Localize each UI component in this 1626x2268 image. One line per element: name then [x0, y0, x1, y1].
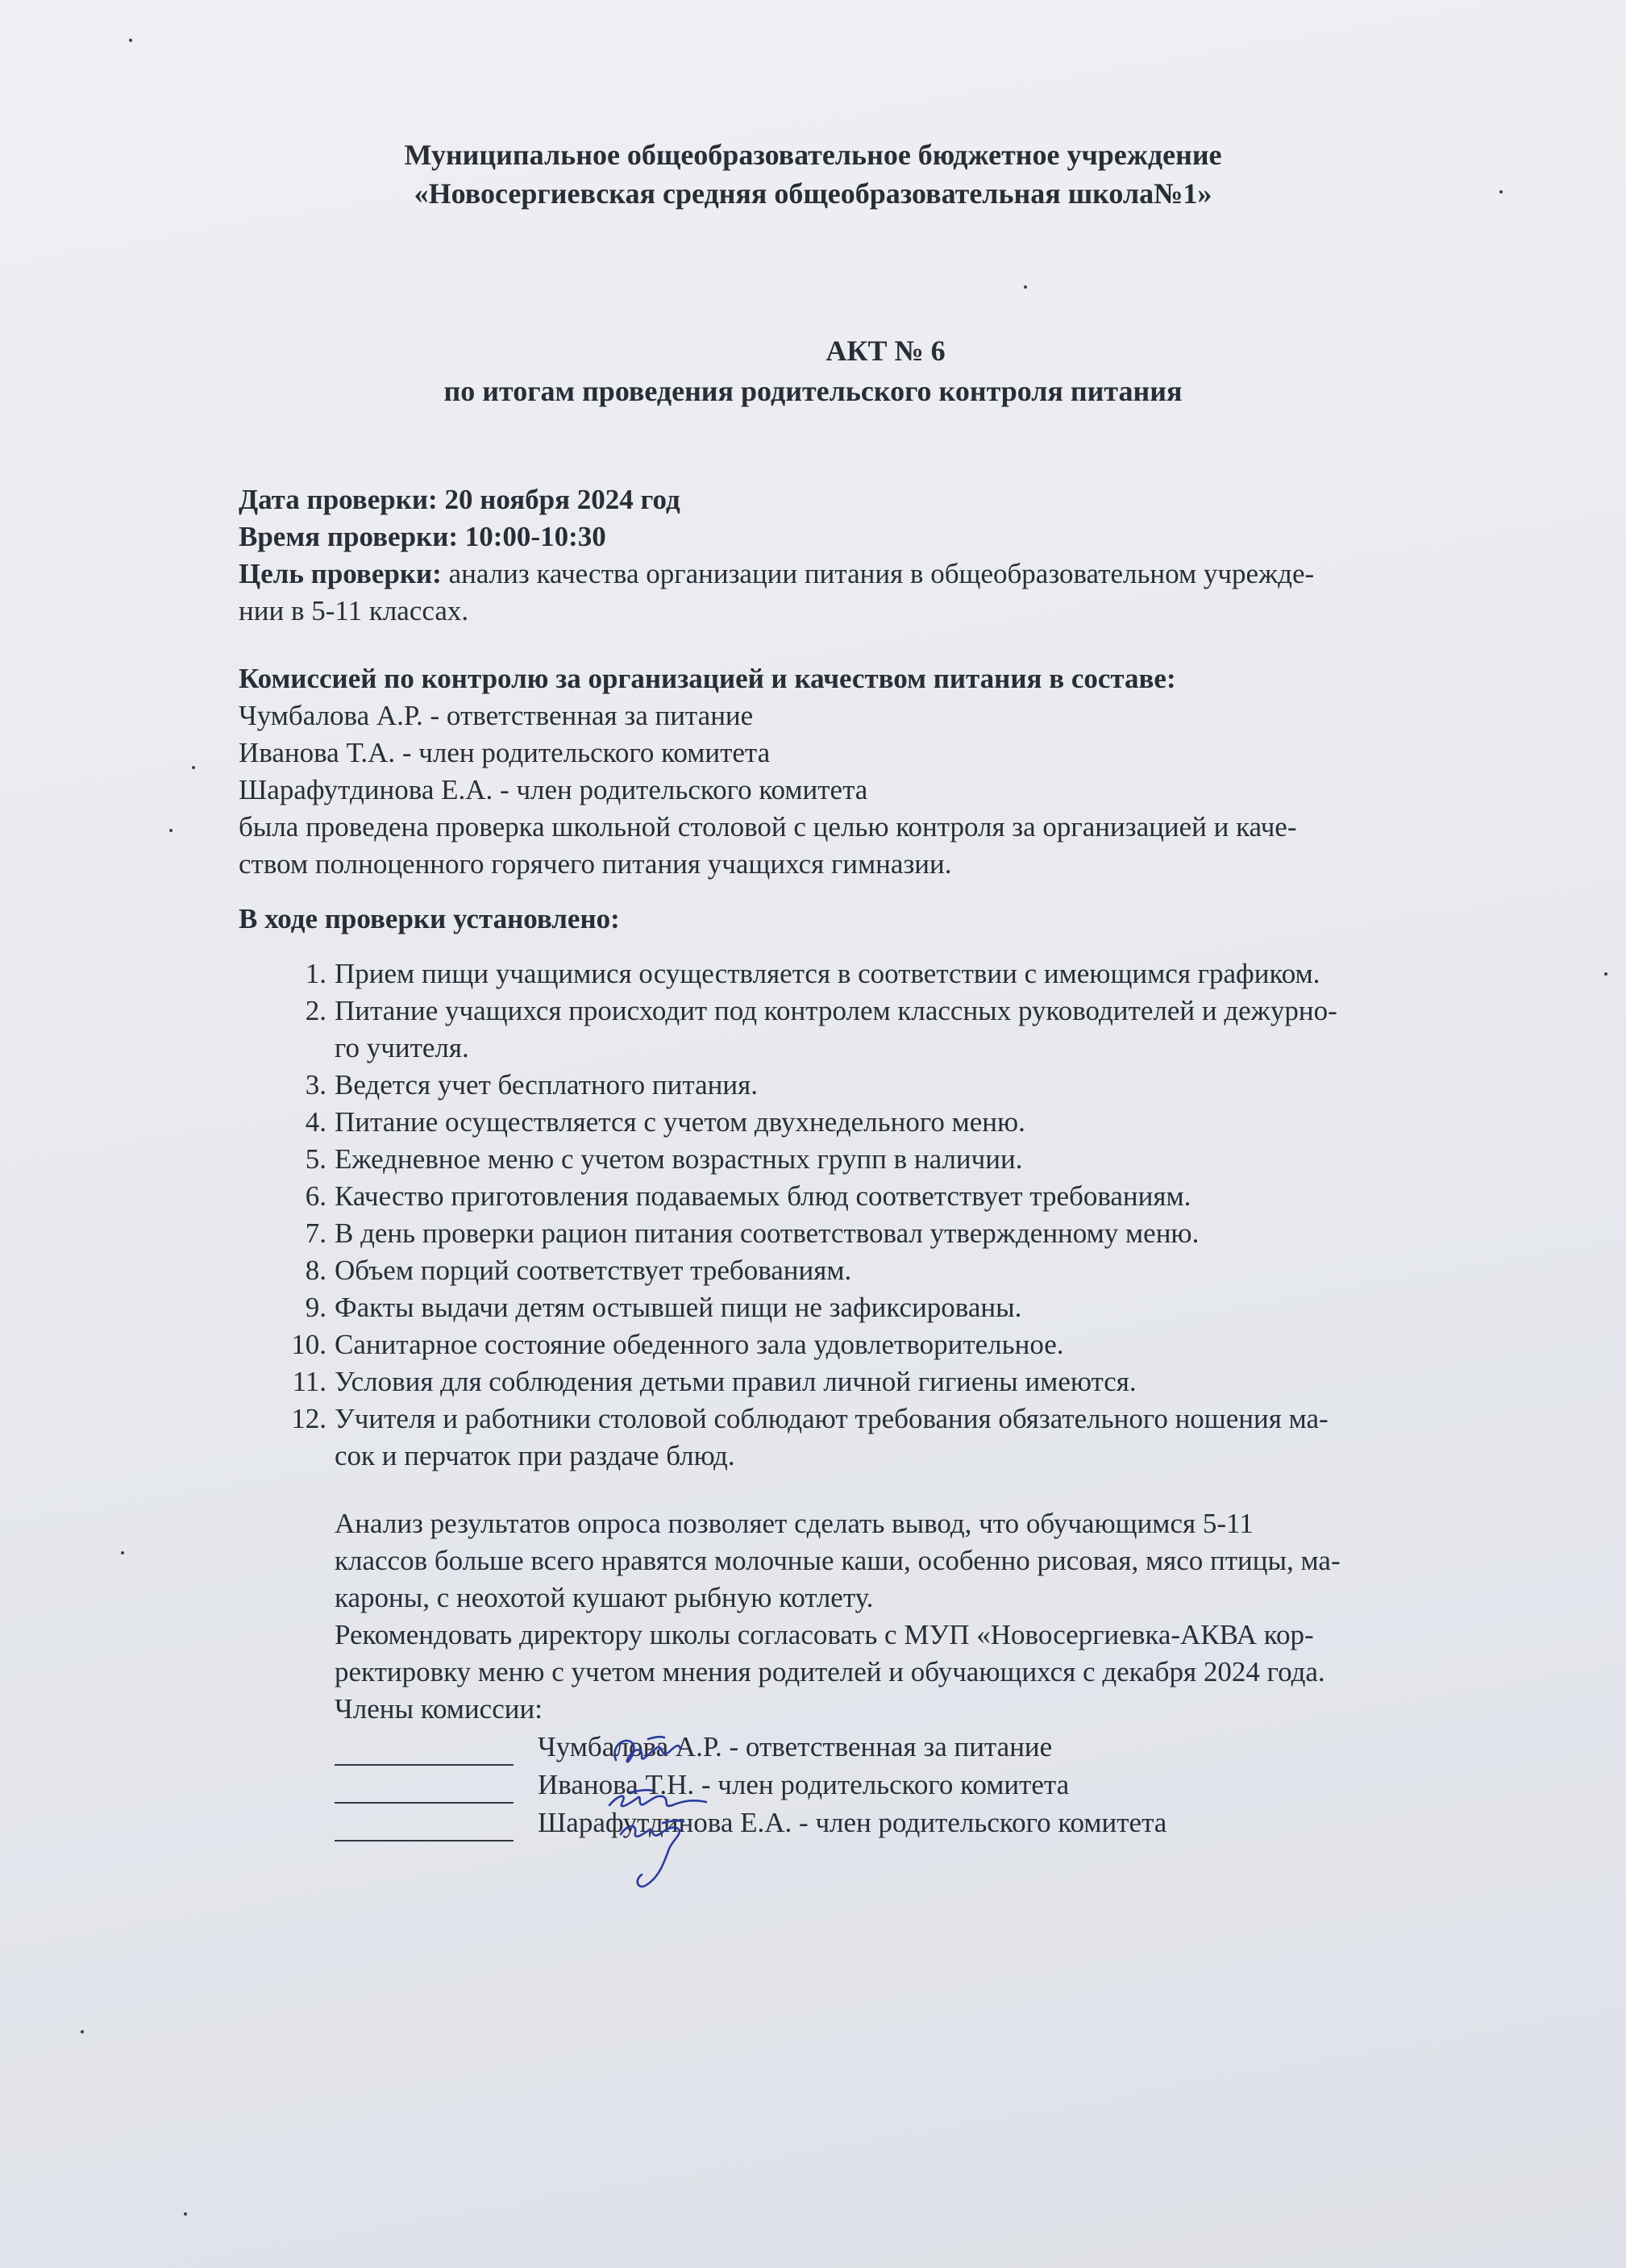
organization-line-1: Муниципальное общеобразовательное бюджетное учреждение [404, 139, 1222, 171]
finding-text [335, 1178, 1537, 1215]
signature-1 [614, 1737, 680, 1762]
signature-row [335, 1728, 1537, 1766]
analysis-line: Анализ результатов опроса позволяет сделать вывод, что обучающимся 5-11 [335, 1508, 1254, 1539]
finding-number: 2. [305, 995, 326, 1026]
finding-text-line: Питание учащихся происходит под контролем классных руководителей и дежурно- [335, 995, 1337, 1026]
finding-text-line: Условия для соблюдения детьми правил личной гигиены имеются. [335, 1366, 1137, 1397]
finding-text-line: го учителя. [335, 1032, 469, 1063]
commission-purpose-2: ством полноценного горячего питания учащихся гимназии. [239, 848, 952, 880]
finding-text-line: Качество приготовления подаваемых блюд соответствует требованиям. [335, 1180, 1191, 1212]
finding-text-line: Объем порций соответствует требованиям. [335, 1255, 852, 1286]
organization-line-2: «Новосергиевская средняя общеобразовательная школа№1» [414, 177, 1212, 210]
finding-text-line: В день проверки рацион питания соответствовал утвержденному меню. [335, 1217, 1200, 1249]
finding-number: 5. [305, 1143, 326, 1175]
analysis-block [239, 1505, 1537, 1728]
finding-item [239, 1141, 1537, 1178]
finding-text [335, 1363, 1537, 1400]
finding-text [335, 1215, 1537, 1252]
finding-text-line: Ежедневное меню с учетом возрастных групп в наличии. [335, 1143, 1023, 1175]
check-goal-text-1: анализ качества организации питания в общеобразовательном учрежде- [441, 558, 1315, 589]
act-body [239, 481, 1537, 1865]
finding-text [335, 1252, 1537, 1289]
finding-number: 11. [292, 1366, 326, 1397]
finding-number: 3. [305, 1069, 326, 1101]
finding-number: 8. [305, 1255, 326, 1286]
finding-number: 4. [305, 1106, 326, 1138]
finding-item [239, 1067, 1537, 1104]
finding-text [335, 1141, 1537, 1178]
finding-number: 9. [305, 1292, 326, 1323]
check-goal [239, 556, 1537, 593]
finding-text [335, 1289, 1537, 1326]
finding-text-line: Прием пищи учащимися осуществляется в соответствии с имеющимся графиком. [335, 958, 1320, 989]
signature-row [335, 1804, 1537, 1841]
analysis-line: классов больше всего нравятся молочные каши, особенно рисовая, мясо птицы, ма- [335, 1545, 1341, 1576]
finding-item [239, 1178, 1537, 1215]
finding-number: 7. [305, 1217, 326, 1249]
finding-number: 6. [305, 1180, 326, 1212]
finding-text-line: Питание осуществляется с учетом двухнедельного меню. [335, 1106, 1025, 1138]
finding-text-line: сок и перчаток при раздаче блюд. [335, 1440, 735, 1471]
finding-item [239, 993, 1537, 1067]
finding-item [239, 1326, 1537, 1363]
signature-line [335, 1737, 514, 1766]
check-goal-text-2: нии в 5-11 классах. [239, 595, 469, 626]
finding-number: 1. [305, 958, 326, 989]
finding-text [335, 1067, 1537, 1104]
finding-text-line: Ведется учет бесплатного питания. [335, 1069, 758, 1101]
signature-2 [609, 1790, 706, 1806]
handwritten-signatures [585, 1728, 763, 1897]
finding-text [335, 1326, 1537, 1363]
check-date: Дата проверки: 20 ноября 2024 год [239, 484, 680, 515]
finding-text-line: Учителя и работники столовой соблюдают требования обязательного ношения ма- [335, 1403, 1329, 1434]
commission-member: Чумбалова А.Р. - ответственная за питание [239, 700, 754, 731]
signature-3 [621, 1821, 684, 1887]
commission-members-label: Члены комиссии: [335, 1693, 543, 1725]
act-number: АКТ № 6 [825, 335, 946, 367]
finding-text [335, 993, 1537, 1067]
signatory: Иванова Т.Н. - член родительского комитета [538, 1769, 1070, 1800]
finding-text-line: Санитарное состояние обеденного зала удовлетворительное. [335, 1329, 1064, 1360]
finding-item [239, 955, 1537, 993]
recommendation-line: ректировку меню с учетом мнения родителей и обучающихся с декабря 2024 года. [335, 1656, 1325, 1687]
signatory: Шарафутдинова Е.А. - член родительского комитета [538, 1807, 1167, 1838]
findings-list [239, 955, 1537, 1475]
finding-item [239, 1400, 1537, 1475]
recommendation-line: Рекомендовать директору школы согласовать с МУП «Новосергиевка-АКВА кор- [335, 1619, 1314, 1650]
finding-item [239, 1104, 1537, 1141]
act-title: по итогам проведения родительского контроля питания [443, 375, 1183, 407]
commission-purpose-1: была проведена проверка школьной столовой с целью контроля за организацией и каче- [239, 811, 1297, 843]
check-time: Время проверки: 10:00-10:30 [239, 521, 606, 552]
act-title-block [0, 331, 1626, 411]
commission-member: Иванова Т.А. - член родительского комитета [239, 737, 771, 768]
finding-item [239, 1215, 1537, 1252]
signatory: Чумбалова А.Р. - ответственная за питание [538, 1731, 1053, 1762]
finding-text [335, 1400, 1537, 1475]
signature-block [239, 1728, 1537, 1865]
check-goal-label: Цель проверки: [239, 558, 442, 589]
signature-row [335, 1766, 1537, 1804]
commission-member: Шарафутдинова Е.А. - член родительского комитета [239, 774, 868, 805]
finding-text [335, 1104, 1537, 1141]
organization-header [0, 135, 1626, 213]
finding-text [335, 955, 1537, 993]
signature-line [335, 1775, 514, 1804]
finding-text-line: Факты выдачи детям остывшей пищи не зафиксированы. [335, 1292, 1022, 1323]
findings-heading: В ходе проверки установлено: [239, 903, 620, 934]
commission-heading: Комиссией по контролю за организацией и качеством питания в составе: [239, 663, 1176, 694]
finding-number: 12. [291, 1403, 326, 1434]
finding-number: 10. [291, 1329, 326, 1360]
finding-item [239, 1363, 1537, 1400]
signature-line [335, 1812, 514, 1841]
analysis-line: кароны, с неохотой кушают рыбную котлету. [335, 1582, 874, 1613]
finding-item [239, 1289, 1537, 1326]
finding-item [239, 1252, 1537, 1289]
